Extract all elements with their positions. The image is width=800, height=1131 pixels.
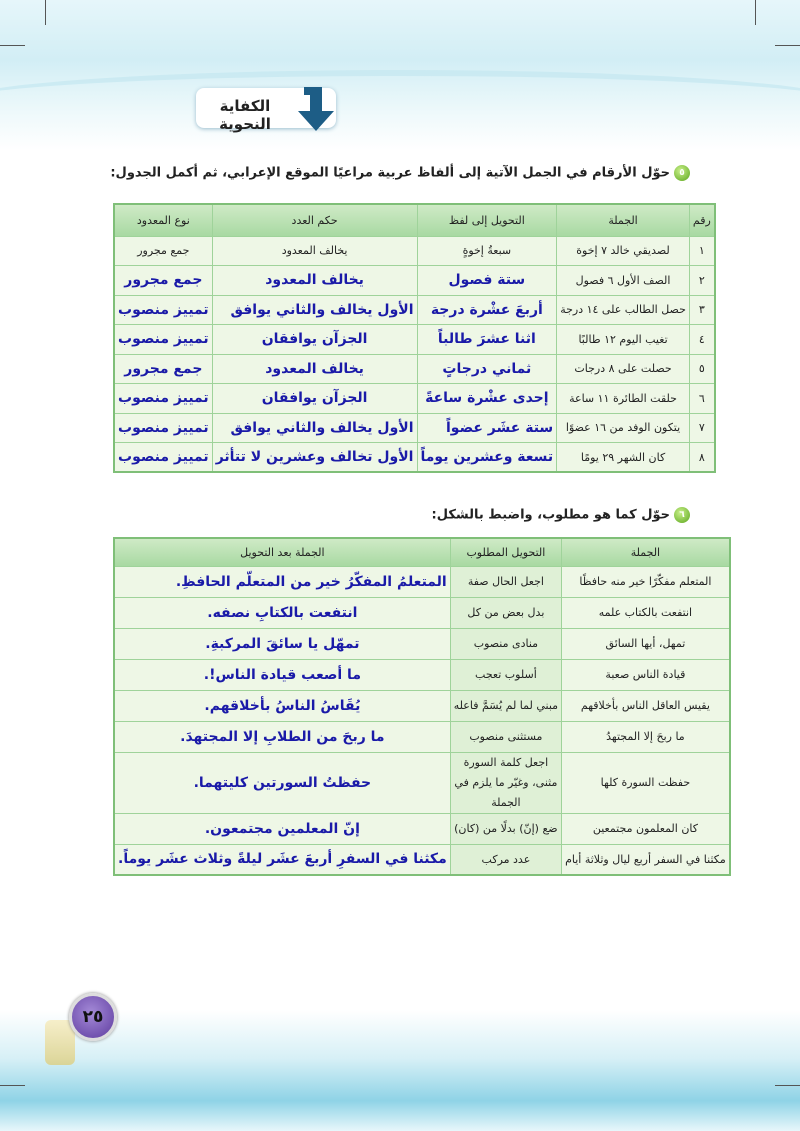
transformed-sentence: حفظتُ السورتين كليتهما.: [114, 752, 450, 813]
table-row: [114, 752, 730, 813]
counted-type: تمييز منصوب: [114, 443, 212, 473]
crop-mark: [45, 0, 46, 25]
number-rule: الأول يخالف والثاني يوافق: [212, 413, 417, 443]
question-6: [432, 507, 690, 523]
table-header-row: [114, 538, 730, 566]
question-text: حوّل الأرقام في الجمل الآتية إلى ألفاظ عربية مراعيًا الموقع الإعرابي، ثم أكمل الجدول:: [110, 165, 670, 181]
table-row: [114, 659, 730, 690]
counted-type: جمع مجرور: [114, 354, 212, 384]
required-transformation: اجعل الحال صفة: [450, 566, 561, 597]
row-number: ٢: [689, 266, 714, 296]
header-cell: الجملة: [557, 204, 690, 236]
required-transformation: بدل بعض من كل: [450, 597, 561, 628]
table-row: [114, 566, 730, 597]
table-row: [114, 597, 730, 628]
page-number: ٢٥: [69, 993, 117, 1041]
table-row: [114, 413, 715, 443]
original-sentence: كان المعلمون مجتمعين: [562, 813, 730, 844]
transformed-sentence: مكثنا في السفرِ أربعَ عشَر ليلةً وثلاث عشَر يوماً.: [114, 844, 450, 875]
table-row: [114, 721, 730, 752]
word-conversion: ستة فصول: [417, 266, 557, 296]
crop-mark: [0, 1085, 25, 1086]
required-transformation: مبني لما لم يُسَمَّ فاعله: [450, 690, 561, 721]
required-transformation: عدد مركب: [450, 844, 561, 875]
header-cell: الجملة بعد التحويل: [114, 538, 450, 566]
header-cell: التحويل المطلوب: [450, 538, 561, 566]
table-row: [114, 325, 715, 355]
number-rule: الأول تخالف وعشرين لا تتأثر: [212, 443, 417, 473]
table-row: [114, 443, 715, 473]
crop-mark: [755, 0, 756, 25]
original-sentence: المتعلم مفكّرًا خير منه حافظًا: [562, 566, 730, 597]
word-conversion: أربعَ عشْرة درجة: [417, 295, 557, 325]
bottom-wave-decoration: [0, 1010, 800, 1131]
word-conversion: ستة عشَر عضواً: [417, 413, 557, 443]
header-cell: الجملة: [562, 538, 730, 566]
sentence: يتكون الوفد من ١٦ عضوًا: [557, 413, 690, 443]
required-transformation: مستثنى منصوب: [450, 721, 561, 752]
table-row: [114, 266, 715, 296]
crop-mark: [775, 1085, 800, 1086]
table-row: [114, 236, 715, 266]
question-number: ٥: [674, 165, 690, 181]
question-text: حوّل كما هو مطلوب، واضبط بالشكل:: [431, 507, 670, 523]
counted-type: تمييز منصوب: [114, 295, 212, 325]
original-sentence: قيادة الناس صعبة: [562, 659, 730, 690]
number-rule: يخالف المعدود: [212, 236, 417, 266]
transformed-sentence: انتفعت بالكتابِ نصفه.: [114, 597, 450, 628]
table-header-row: [114, 204, 715, 236]
row-number: ٦: [689, 384, 714, 414]
sentence: حصلت على ٨ درجات: [557, 354, 690, 384]
original-sentence: ما ربحَ إلا المجتهدُ: [562, 721, 730, 752]
top-wave-decoration: [0, 0, 800, 150]
arrow-down-icon: [298, 85, 338, 133]
header-cell: رقم: [689, 204, 714, 236]
required-transformation: اجعل كلمة السورة مثنى، وغيّر ما يلزم في الجملة: [450, 752, 561, 813]
original-sentence: حفظت السورة كلها: [562, 752, 730, 813]
original-sentence: مكثنا في السفر أربع ليال وثلاثة أيام: [562, 844, 730, 875]
transformed-sentence: يُقَاسُ الناسُ بأخلاقهم.: [114, 690, 450, 721]
row-number: ٣: [689, 295, 714, 325]
row-number: ٧: [689, 413, 714, 443]
sentence: تغيب اليوم ١٢ طالبًا: [557, 325, 690, 355]
sentence: حلقت الطائرة ١١ ساعة: [557, 384, 690, 414]
required-transformation: أسلوب تعجب: [450, 659, 561, 690]
transformation-table: [113, 537, 731, 876]
counted-type: تمييز منصوب: [114, 413, 212, 443]
header-cell: نوع المعدود: [114, 204, 212, 236]
word-conversion: ثماني درجاتٍ: [417, 354, 557, 384]
sentence: لصديقي خالد ٧ إخوة: [557, 236, 690, 266]
word-conversion: إحدى عشْرة ساعةً: [417, 384, 557, 414]
word-conversion: سبعةُ إخوةٍ: [417, 236, 557, 266]
row-number: ٥: [689, 354, 714, 384]
transformed-sentence: المتعلمُ المفكّرُ خير من المتعلّم الحافظِ.: [114, 566, 450, 597]
row-number: ٨: [689, 443, 714, 473]
number-rule: يخالف المعدود: [212, 354, 417, 384]
table-row: [114, 690, 730, 721]
crop-mark: [0, 45, 25, 46]
question-5: [110, 165, 690, 181]
number-rule: الجزآن يوافقان: [212, 325, 417, 355]
original-sentence: تمهل، أيها السائق: [562, 628, 730, 659]
number-rule: يخالف المعدود: [212, 266, 417, 296]
word-conversion: اثنا عشرَ طالباً: [417, 325, 557, 355]
counted-type: تمييز منصوب: [114, 325, 212, 355]
counted-type: جمع مجرور: [114, 236, 212, 266]
question-number: ٦: [674, 507, 690, 523]
transformed-sentence: ما أصعب قيادة الناس!.: [114, 659, 450, 690]
transformed-sentence: ما ربحَ من الطلابِ إلا المجتهدَ.: [114, 721, 450, 752]
sentence: كان الشهر ٢٩ يومًا: [557, 443, 690, 473]
number-rule: الجزآن يوافقان: [212, 384, 417, 414]
table-row: [114, 813, 730, 844]
header-cell: حكم العدد: [212, 204, 417, 236]
word-conversion: تسعة وعشرين يوماً: [417, 443, 557, 473]
transformed-sentence: تمهّل يا سائقَ المركبةِ.: [114, 628, 450, 659]
sentence: حصل الطالب على ١٤ درجة: [557, 295, 690, 325]
section-title: الكفاية النحوية: [219, 97, 271, 133]
table-row: [114, 844, 730, 875]
required-transformation: ضع (إنّ) بدلًا من (كان): [450, 813, 561, 844]
row-number: ٤: [689, 325, 714, 355]
original-sentence: انتفعت بالكتاب علمه: [562, 597, 730, 628]
table-row: [114, 384, 715, 414]
counted-type: جمع مجرور: [114, 266, 212, 296]
counted-type: تمييز منصوب: [114, 384, 212, 414]
number-rule: الأول يخالف والثاني يوافق: [212, 295, 417, 325]
table-row: [114, 628, 730, 659]
table-row: [114, 295, 715, 325]
required-transformation: منادى منصوب: [450, 628, 561, 659]
crop-mark: [775, 45, 800, 46]
row-number: ١: [689, 236, 714, 266]
header-cell: التحويل إلى لفظ: [417, 204, 557, 236]
transformed-sentence: إنّ المعلمين مجتمعون.: [114, 813, 450, 844]
original-sentence: يقيس العاقل الناس بأخلاقهم: [562, 690, 730, 721]
sentence: الصف الأول ٦ فصول: [557, 266, 690, 296]
table-row: [114, 354, 715, 384]
numbers-table: [113, 203, 716, 473]
